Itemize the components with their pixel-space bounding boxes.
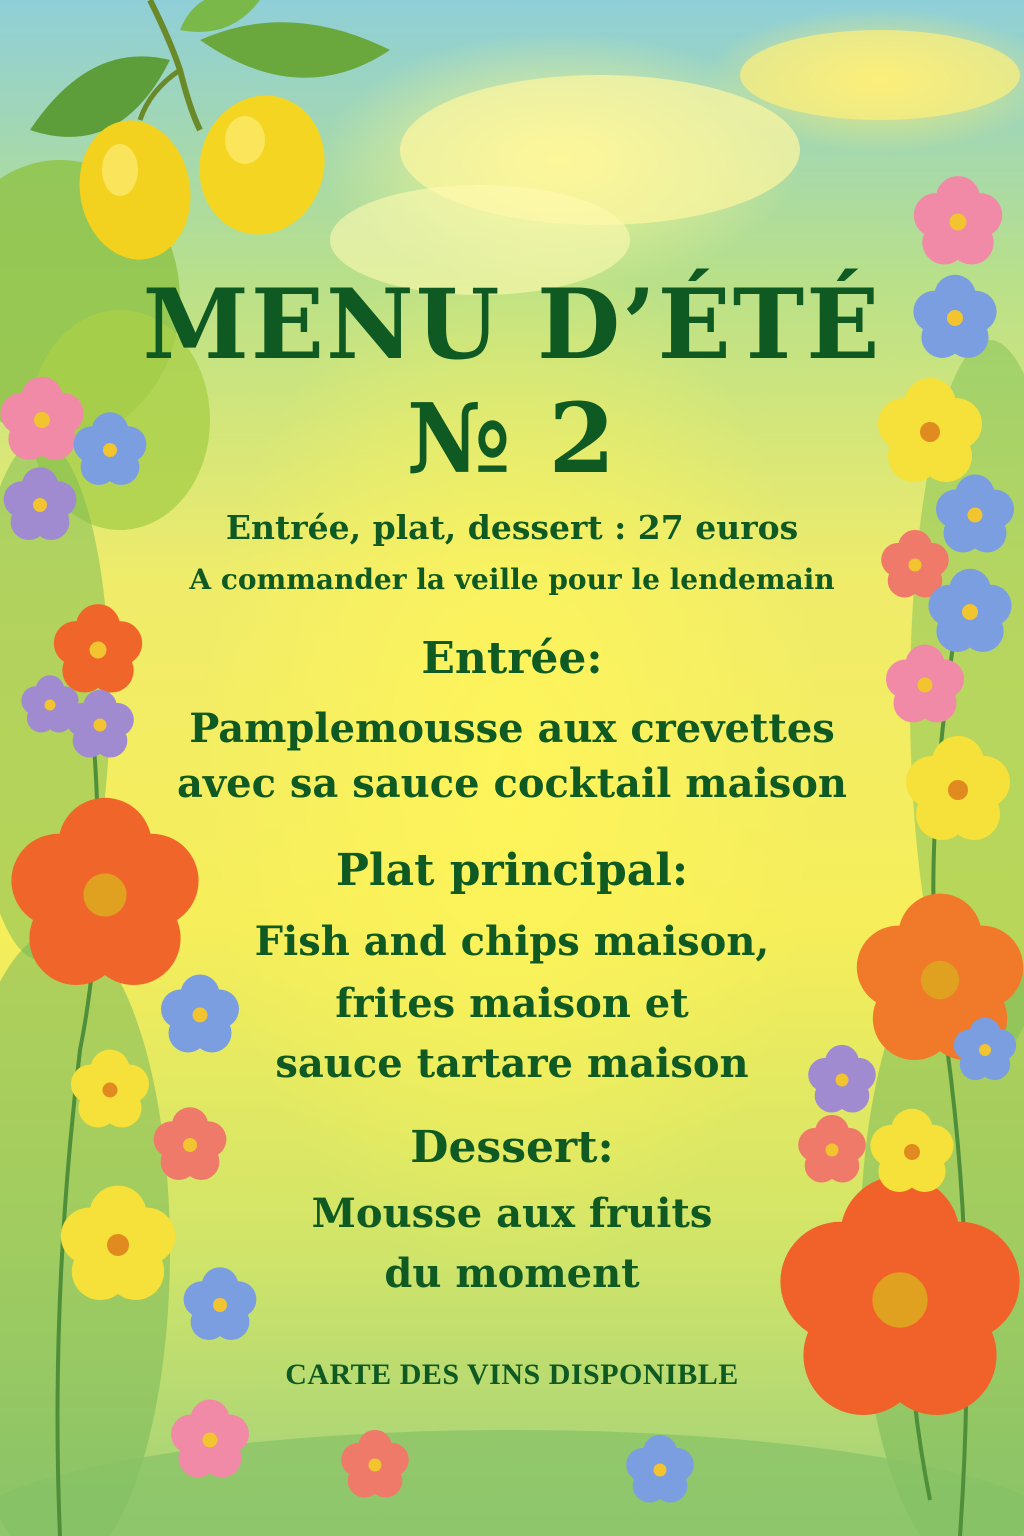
entree-heading: Entrée: (421, 633, 603, 684)
entree-line: avec sa sauce cocktail maison (176, 760, 848, 807)
entree-line: Pamplemousse aux crevettes (189, 705, 835, 752)
plat-line: frites maison et (335, 980, 689, 1027)
plat-line: Fish and chips maison, (254, 918, 770, 965)
plat-line: sauce tartare maison (275, 1040, 749, 1087)
order-note: A commander la veille pour le lendemain (189, 563, 835, 596)
dessert-heading: Dessert: (410, 1122, 614, 1173)
price-line: Entrée, plat, dessert : 27 euros (225, 508, 799, 547)
dessert-line: Mousse aux fruits (311, 1190, 713, 1237)
dessert-line: du moment (384, 1250, 640, 1297)
plat-heading: Plat principal: (335, 845, 689, 896)
menu-number: № 2 (406, 382, 618, 495)
wine-list-note: CARTE DES VINS DISPONIBLE (285, 1358, 739, 1391)
menu-title: MENU D’ÉTÉ (142, 268, 882, 381)
